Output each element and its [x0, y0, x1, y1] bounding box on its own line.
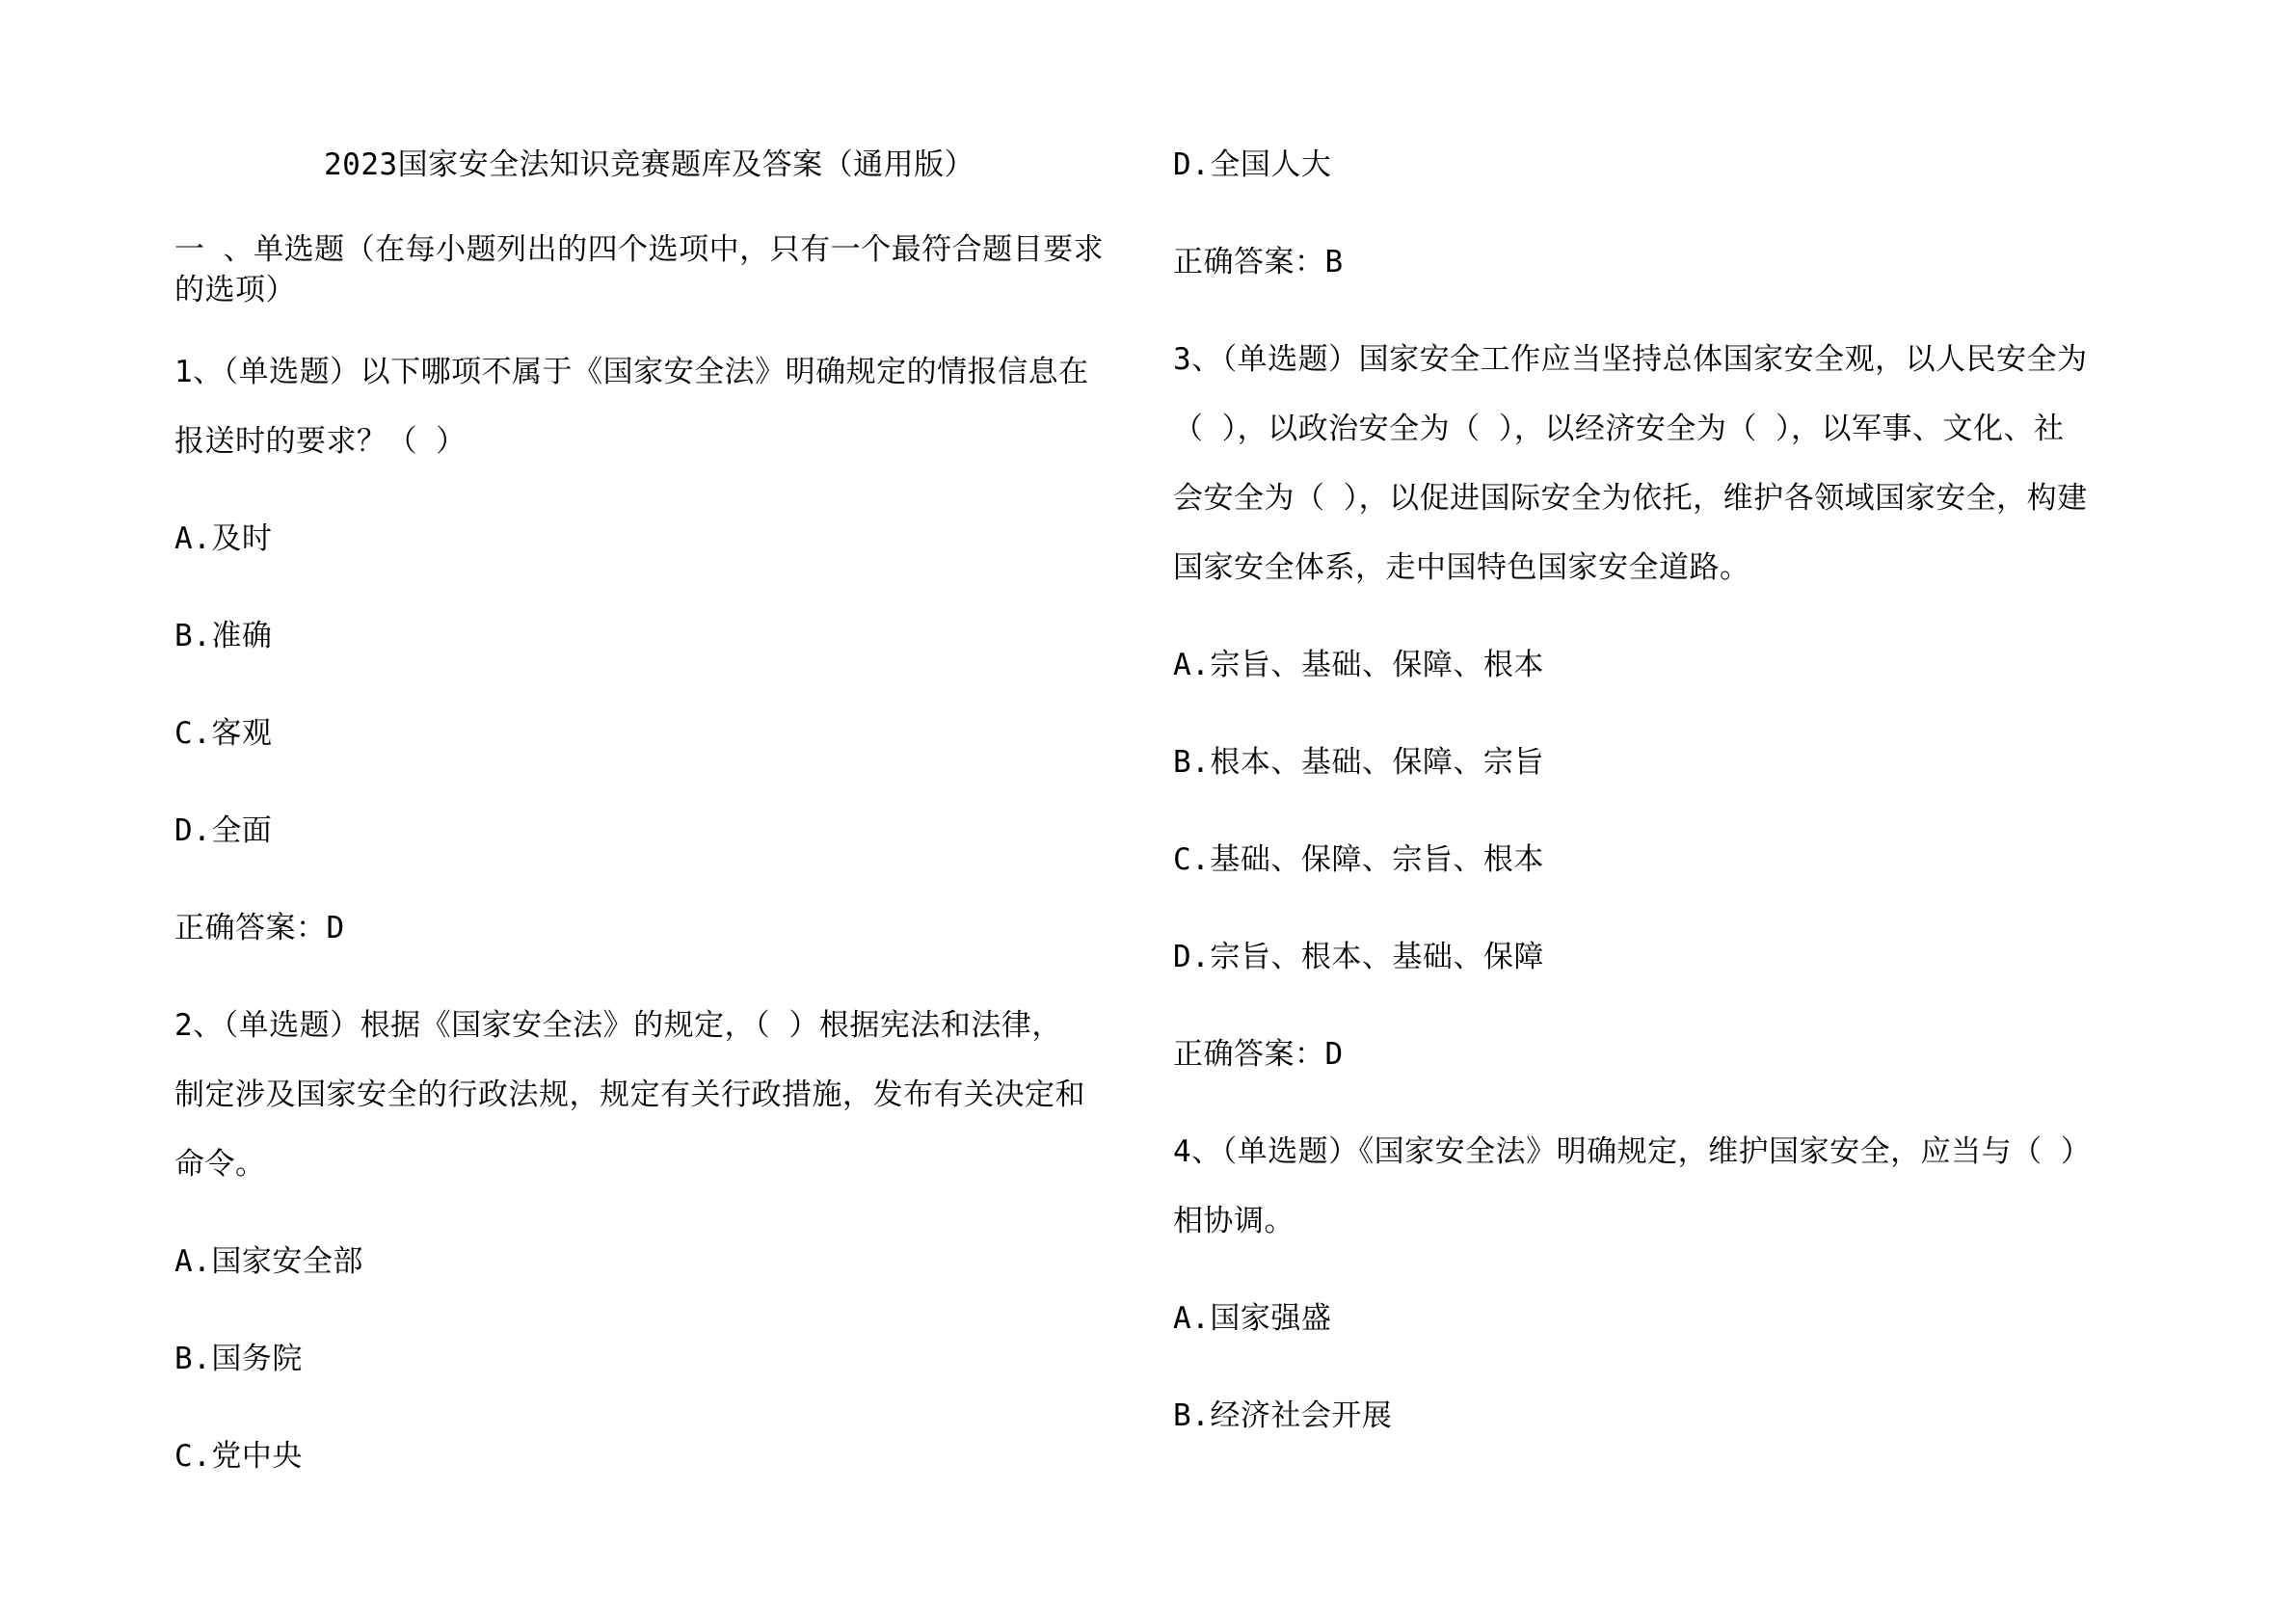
question-3-line-2: （ ），以政治安全为（ ），以经济安全为（ ），以军事、文化、社 [1173, 412, 2065, 446]
question-1-option-a: A.及时 [174, 521, 273, 556]
question-4-option-a: A.国家强盛 [1173, 1301, 1332, 1336]
question-3-option-b: B.根本、基础、保障、宗旨 [1173, 745, 1544, 780]
question-4-line-2: 相协调。 [1173, 1204, 1295, 1238]
section-header-line-1: 一 、单选题（在每小题列出的四个选项中，只有一个最符合题目要求 [174, 232, 1105, 267]
question-4-line-1: 4、（单选题）《国家安全法》明确规定，维护国家安全，应当与（ ） [1173, 1134, 2092, 1169]
question-3-line-3: 会安全为（ ），以促进国际安全为依托，维护各领域国家安全，构建 [1173, 481, 2088, 516]
section-header-line-2: 的选项） [174, 273, 296, 307]
question-2-option-a: A.国家安全部 [174, 1244, 363, 1279]
question-3-answer: 正确答案：D [1173, 1037, 1344, 1072]
question-2-line-3: 命令。 [174, 1147, 266, 1182]
question-1-line-2: 报送时的要求？（ ） [174, 424, 467, 459]
question-2-option-b: B.国务院 [174, 1342, 303, 1376]
document-title: 2023国家安全法知识竞赛题库及答案（通用版） [324, 147, 975, 182]
question-1-option-c: C.客观 [174, 716, 273, 751]
question-4-option-b: B.经济社会开展 [1173, 1398, 1393, 1433]
question-1-option-d: D.全面 [174, 813, 273, 848]
question-2-line-1: 2、（单选题）根据《国家安全法》的规定，（ ）根据宪法和法律， [174, 1008, 1062, 1043]
question-3-option-d: D.宗旨、根本、基础、保障 [1173, 940, 1544, 974]
question-1-line-1: 1、（单选题）以下哪项不属于《国家安全法》明确规定的情报信息在 [174, 355, 1089, 389]
question-3-option-c: C.基础、保障、宗旨、根本 [1173, 842, 1544, 877]
question-2-answer: 正确答案：B [1173, 245, 1344, 279]
question-3-line-4: 国家安全体系，走中国特色国家安全道路。 [1173, 550, 1750, 585]
question-2-option-c: C.党中央 [174, 1439, 303, 1474]
question-1-answer: 正确答案：D [174, 911, 345, 945]
question-2-option-d: D.全国人大 [1173, 147, 1332, 182]
question-2-line-2: 制定涉及国家安全的行政法规，规定有关行政措施，发布有关决定和 [174, 1078, 1085, 1112]
question-1-option-b: B.准确 [174, 619, 273, 653]
question-3-option-a: A.宗旨、基础、保障、根本 [1173, 648, 1544, 682]
question-3-line-1: 3、（单选题）国家安全工作应当坚持总体国家安全观，以人民安全为 [1173, 342, 2088, 377]
